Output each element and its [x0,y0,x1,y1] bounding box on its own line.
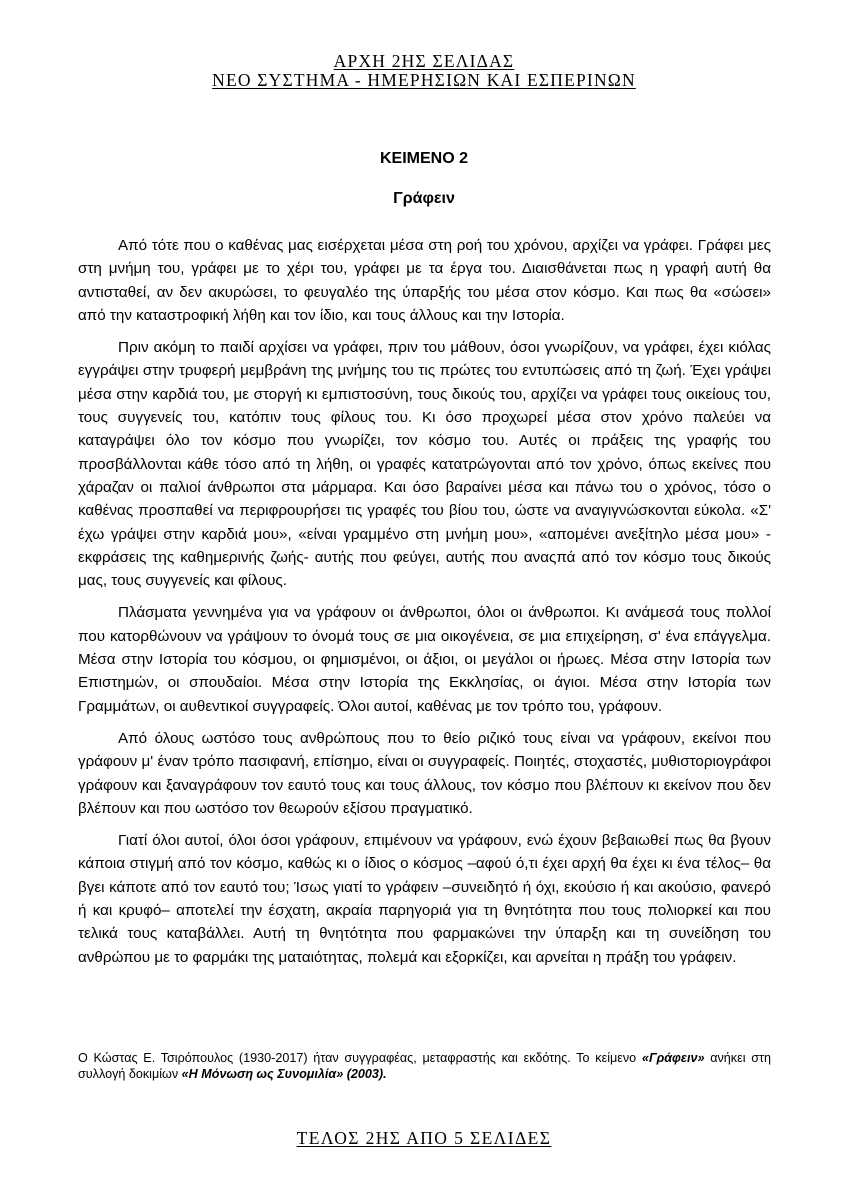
header-line-exam-system: ΝΕΟ ΣΥΣΤΗΜΑ - ΗΜΕΡΗΣΙΩΝ ΚΑΙ ΕΣΠΕΡΙΝΩΝ [212,70,636,90]
author-note [78,1050,771,1082]
paragraph: Από όλους ωστόσο τους ανθρώπους που το θείο ριζικό τους είναι να γράφουν, εκείνοι που γράφουν μ' έναν τρόπο πασιφανή, επίσημο, είναι οι συγγραφείς. Ποιητές, στοχαστές, μυθιστοριογράφοι γράφουν και ξαναγράφουν τον εαυτό τους και τους άλλους, τον κόσμο που βλέπουν κι εκείνον που δεν βλέπουν και που ωστόσο τον θεωρούν εξίσου πραγματικό. [78,729,771,817]
page-header [0,52,848,90]
text-title: ΚΕΙΜΕΝΟ 2 [379,150,468,167]
header-line-page-start: ΑΡΧΗ 2ΗΣ ΣΕΛΙΔΑΣ [333,51,515,71]
paragraph: Από τότε που ο καθένας μας εισέρχεται μέσα στη ροή του χρόνου, αρχίζει να γράφει. Γράφει μες στη μνήμη του, γράφει με το χέρι του, γράφει με τα έργα του. Διαισθάνεται πως η γραφή αυτή θα αντισταθεί, αν δεν ακυρώσει, το φευγαλέο της ύπαρξής του μέσα στον κόσμο. Και πως θα «σώσει» από την καταστροφική λήθη και τον ίδιο, και τους άλλους και την Ιστορία. [78,237,771,324]
body-text [78,234,771,978]
author-note-text-continued: ανήκει στη συλλογή δοκιμίων [78,1051,771,1081]
paragraph: Πριν ακόμη το παιδί αρχίσει να γράφει, πριν του μάθουν, όσοι γνωρίζουν, να γράφει, έχει κιόλας εγγράψει στην τρυφερή μεμβράνη της μνήμης του τις πρώτες του εντυπώσεις από τη ζωή. Έχει γράψει μέσα στην καρδιά του, με στοργή κι εμπιστοσύνη, τους δικούς του, αρχίζει να γράφει τους οικείους του, τους συγγενείς του, κατόπιν τους φίλους του. Κι όσο προχωρεί μέσα στον χρόνο παλεύει να καταγράψει όλο τον κόσμο που γνωρίζει, τον κόσμο του. Αυτές οι πράξεις της γραφής του προσβάλλονται κάθε τόσο από τη λήθη, οι γραφές κατατρώγονται από τον χρόνο, όπως εκείνες που χάραζαν οι παλιοί άνθρωποι στα μάρμαρα. Και όσο βαραίνει μέσα και πάνω του ο χρόνος, τόσο ο καθένας προσπαθεί να περιφρουρήσει τις γραφές του βίου του, ώστε να αναγιγνώσκονται εύκολα. «Σ' έχω γράψει στην καρδιά μου», «είναι γραμμένο στη μνήμη μου», «απομένει ανεξίτηλο μέσα μου» - εκφράσεις της καθημερινής ζωής- αυτής που φεύγει, αυτής που αναςπά από τον κόσμο τους δικούς μας, τους συγγενείς και φίλους. [78,339,771,590]
paragraph: Γιατί όλοι αυτοί, όλοι όσοι γράφουν, επιμένουν να γράφουν, ενώ έχουν βεβαιωθεί πως θα βγουν κάποια στιγμή από τον κόσμο, καθώς κι ο ίδιος ο κόσμος –αφού ό,τι έχει αρχή θα έχει κι ένα τέλος– θα βγει κάποτε από τον εαυτό του; Ίσως γιατί το γράφειν –συνειδητό ή όχι, εκούσιο ή και ακούσιο, φανερό ή και κρυφό– αποτελεί την έσχατη, ακραία παρηγοριά για τη θνητότητα που τους πολιορκεί και που τελικά τους καταβάλλει. Αυτή τη θνητότητα που φαρμακώνει την ύπαρξη και τη συνείδηση του ανθρώπου με το φαρμάκι της ματαιότητας, πολεμά και εξορκίζει, και αρνείται η πράξη του γράφειν. [78,832,771,966]
author-note-text: Ο Κώστας Ε. Τσιρόπουλος (1930-2017) ήταν συγγραφέας, μεταφραστής και εκδότης. Το κείμενο [78,1051,642,1065]
author-note-collection-title: «Η Μόνωση ως Συνομιλία» (2003). [181,1067,387,1081]
text-subtitle: Γράφειν [393,190,455,207]
page-footer: ΤΕΛΟΣ 2ΗΣ ΑΠΟ 5 ΣΕΛΙΔΕΣ [296,1128,552,1148]
paragraph: Πλάσματα γεννημένα για να γράφουν οι άνθρωποι, όλοι οι άνθρωποι. Κι ανάμεσά τους πολλοί που κατορθώνουν να γράψουν το όνομά τους σε μια οικογένεια, σε μια επιχείρηση, σ' ένα επάγγελμα. Μέσα στην Ιστορία του κόσμου, οι φημισμένοι, οι άξιοι, οι μεγάλοι οι ήρωες. Μέσα στην Ιστορία των Επιστημών, οι σπουδαίοι. Μέσα στην Ιστορία της Εκκλησίας, οι άγιοι. Μέσα στην Ιστορία των Γραμμάτων, οι αυθεντικοί συγγραφείς. Όλοι αυτοί, καθένας με τον τρόπο του, γράφουν. [78,604,771,715]
author-note-work-title: «Γράφειν» [641,1051,705,1065]
